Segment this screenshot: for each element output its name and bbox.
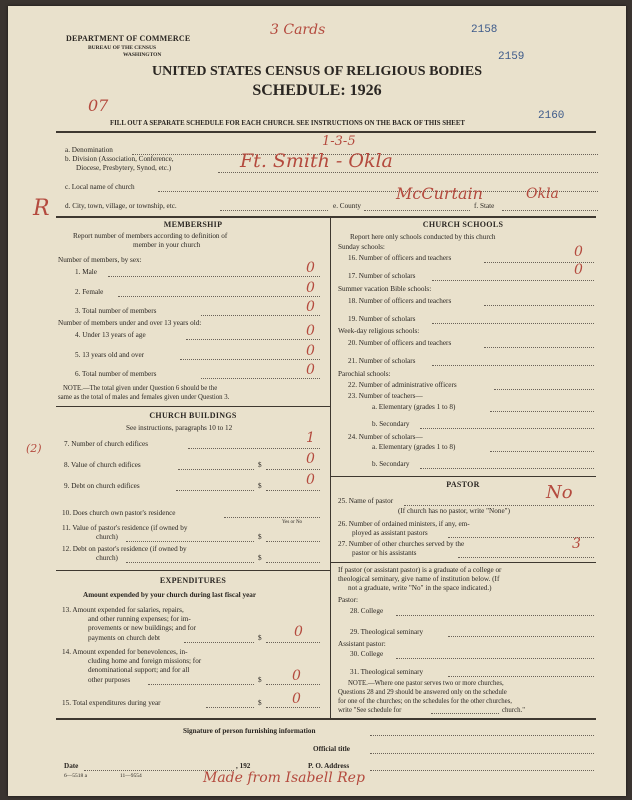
q23a-label: a. Elementary (grades 1 to 8) [372, 403, 456, 411]
q9-debt-value[interactable]: 0 [306, 472, 315, 488]
state-value[interactable]: Okla [526, 186, 559, 202]
q11-value-label: 11. Value of pastor's residence (if owned by [62, 524, 188, 532]
pastor-note-3: for one of the churches; on the schedules for the other churches, [338, 698, 513, 705]
q28-label: 28. College [350, 607, 384, 615]
q2-female-label: 2. Female [75, 288, 104, 296]
q25-pastor-value[interactable]: No [546, 482, 573, 503]
division-label: b. Division (Association, Conference, [65, 155, 174, 163]
q12-dollar: $ [258, 554, 262, 562]
q11-dollar: $ [258, 533, 262, 541]
official-title-label: Official title [313, 745, 350, 753]
q25-hint: (If church has no pastor, write "None") [398, 507, 510, 515]
division-value[interactable]: 1-3-5 [322, 134, 356, 149]
q20-label: 20. Number of officers and teachers [348, 339, 452, 347]
division-label-2: Diocese, Presbytery, Synod, etc.) [76, 164, 172, 172]
q6-total-value[interactable]: 0 [306, 362, 315, 378]
q12-debt-label: 12. Debt on pastor's residence (if owned by [62, 545, 187, 553]
parochial-schools-label: Parochial schools: [338, 370, 391, 378]
q12-debt-label-2: church) [96, 554, 118, 562]
q17-label: 17. Number of scholars [348, 272, 416, 280]
q5-over13-label: 5. 13 years old and over [75, 351, 145, 359]
city-label: WASHINGTON [123, 52, 162, 58]
q22-label: 22. Number of administrative officers [348, 381, 457, 389]
form-instruction: FILL OUT A SEPARATE SCHEDULE FOR EACH CHURCH. SEE INSTRUCTIONS ON THE BACK OF THIS SHEET [110, 120, 465, 127]
schools-heading: CHURCH SCHOOLS [422, 220, 504, 229]
membership-note-2: same as the total of males and females given under Question 3. [58, 394, 230, 401]
graduate-instruction: If pastor (or assistant pastor) is a graduate of a college or [338, 566, 502, 574]
expenditures-heading: EXPENDITURES [159, 576, 227, 585]
margin-mark: R [33, 196, 50, 221]
q27-value[interactable]: 3 [572, 536, 581, 552]
q26-label-2: ployed as assistant pastors [352, 529, 428, 537]
county-value[interactable]: McCurtain [396, 184, 483, 203]
q5-over13-value[interactable]: 0 [306, 343, 315, 359]
q14-value[interactable]: 0 [292, 668, 301, 684]
sunday-schools-label: Sunday schools: [338, 243, 385, 251]
census-form-sheet [8, 6, 626, 796]
q24-label: 24. Number of scholars— [348, 433, 423, 441]
weekday-schools-label: Week-day religious schools: [338, 327, 420, 335]
po-address-label: P. O. Address [308, 762, 350, 770]
footer-handwritten-note: Made from Isabell Rep [203, 770, 365, 786]
buildings-intro: See instructions, paragraphs 10 to 12 [126, 424, 233, 432]
schools-intro: Report here only schools conducted by this church [350, 233, 496, 241]
q2-female-value[interactable]: 0 [306, 280, 315, 296]
graduate-instruction-2: theological seminary, give name of institution below. (If [338, 575, 500, 583]
q18-label: 18. Number of officers and teachers [348, 297, 452, 305]
cards-note: 3 Cards [270, 22, 326, 38]
denomination-value[interactable]: Ft. Smith - Okla [240, 150, 393, 172]
code-note: 07 [88, 96, 109, 115]
q13-label-3: provements or new buildings; and for [88, 624, 196, 632]
pastor-note-4: write "See schedule for [338, 707, 402, 714]
date-label: Date [64, 762, 79, 770]
q14-label-3: denominational support; and for all [88, 666, 190, 674]
pastor-note: NOTE.—Where one pastor serves two or more churches, [348, 680, 504, 687]
q1-male-label: 1. Male [75, 268, 97, 276]
q13-label-4: payments on church debt [88, 634, 161, 642]
q27-label-2: pastor or his assistants [352, 549, 417, 557]
membership-intro-2: member in your church [133, 241, 201, 249]
pastor-note-2: Questions 28 and 29 should be answered only on the schedule [338, 689, 507, 696]
q10-residence-label: 10. Does church own pastor's residence [62, 509, 176, 517]
q21-label: 21. Number of scholars [348, 357, 416, 365]
form-subtitle: SCHEDULE: 1926 [252, 82, 382, 99]
county-label: e. County [333, 202, 361, 210]
q13-dollar: $ [258, 634, 262, 642]
membership-intro: Report number of members according to definition of [73, 232, 228, 240]
q31-label: 31. Theological seminary [350, 668, 424, 676]
q8-dollar: $ [258, 461, 262, 469]
q7-edifices-value[interactable]: 1 [306, 430, 315, 446]
q15-dollar: $ [258, 699, 262, 707]
q27-label: 27. Number of other churches served by the [338, 540, 465, 548]
date-year: , 192 [236, 762, 251, 770]
graduate-instruction-3: not a graduate, write "No" in the space indicated.) [348, 584, 492, 592]
q7-edifices-label: 7. Number of church edifices [64, 440, 149, 448]
q4-under13-label: 4. Under 13 years of age [75, 331, 146, 339]
q16-label: 16. Number of officers and teachers [348, 254, 452, 262]
q8-value-value[interactable]: 0 [306, 451, 315, 467]
yes-no-hint: Yes or No [282, 520, 303, 525]
assistant-pastor-label: Assistant pastor: [338, 640, 386, 648]
pastor-sub-label: Pastor: [338, 596, 358, 604]
q30-label: 30. College [350, 650, 384, 658]
print-number: 11—9554 [120, 773, 142, 779]
form-title: UNITED STATES CENSUS OF RELIGIOUS BODIES [151, 64, 482, 79]
q11-value-label-2: church) [96, 533, 118, 541]
q8-value-label: 8. Value of church edifices [64, 461, 141, 469]
denomination-label: a. Denomination [65, 146, 113, 154]
q17-value[interactable]: 0 [574, 262, 583, 278]
q14-label-4: other purposes [88, 676, 131, 684]
members-by-sex-label: Number of members, by sex: [58, 256, 142, 264]
city-town-label: d. City, town, village, or township, etc. [65, 202, 177, 210]
q24a-label: a. Elementary (grades 1 to 8) [372, 443, 456, 451]
bureau-label: BUREAU OF THE CENSUS [88, 45, 157, 51]
buildings-heading: CHURCH BUILDINGS [149, 411, 237, 420]
margin-note: (2) [26, 442, 42, 455]
q13-value[interactable]: 0 [294, 624, 303, 640]
q15-value[interactable]: 0 [292, 691, 301, 707]
summer-schools-label: Summer vacation Bible schools: [338, 285, 432, 293]
q23b-label: b. Secondary [372, 420, 410, 428]
stamp-number-3: 2160 [538, 110, 565, 122]
q13-label: 13. Amount expended for salaries, repairs, [62, 606, 184, 614]
signature-label: Signature of person furnishing information [183, 727, 316, 735]
local-name-label: c. Local name of church [65, 183, 135, 191]
q13-label-2: and other running expenses; for im- [88, 615, 191, 623]
q14-dollar: $ [258, 676, 262, 684]
q16-value[interactable]: 0 [574, 244, 583, 260]
q23-label: 23. Number of teachers— [348, 392, 423, 400]
pastor-heading: PASTOR [446, 480, 480, 489]
stamp-number-1: 2158 [471, 24, 498, 36]
q14-label: 14. Amount expended for benevolences, in- [62, 648, 188, 656]
membership-note: NOTE.—The total given under Question 6 should be the [63, 385, 218, 392]
stamp-number-2: 2159 [498, 51, 525, 63]
department-label: DEPARTMENT OF COMMERCE [66, 34, 191, 43]
expenditures-intro: Amount expended by your church during last fiscal year [83, 591, 257, 599]
q14-label-2: cluding home and foreign missions; for [88, 657, 202, 665]
q4-under13-value[interactable]: 0 [306, 323, 315, 339]
q9-dollar: $ [258, 482, 262, 490]
state-label: f. State [474, 202, 495, 210]
q19-label: 19. Number of scholars [348, 315, 416, 323]
q26-label: 26. Number of ordained ministers, if any, em- [338, 520, 470, 528]
q29-label: 29. Theological seminary [350, 628, 424, 636]
q6-total-label: 6. Total number of members [75, 370, 157, 378]
q25-label: 25. Name of pastor [338, 497, 394, 505]
q15-label: 15. Total expenditures during year [62, 699, 161, 707]
q9-debt-label: 9. Debt on church edifices [64, 482, 140, 490]
q24b-label: b. Secondary [372, 460, 410, 468]
form-number: 6—5518 a [64, 773, 88, 779]
pastor-note-5: church." [502, 707, 525, 714]
q3-total-value[interactable]: 0 [306, 299, 315, 315]
q1-male-value[interactable]: 0 [306, 260, 315, 276]
members-by-age-label: Number of members under and over 13 years old: [58, 319, 202, 327]
membership-heading: MEMBERSHIP [163, 220, 223, 229]
q3-total-label: 3. Total number of members [75, 307, 157, 315]
